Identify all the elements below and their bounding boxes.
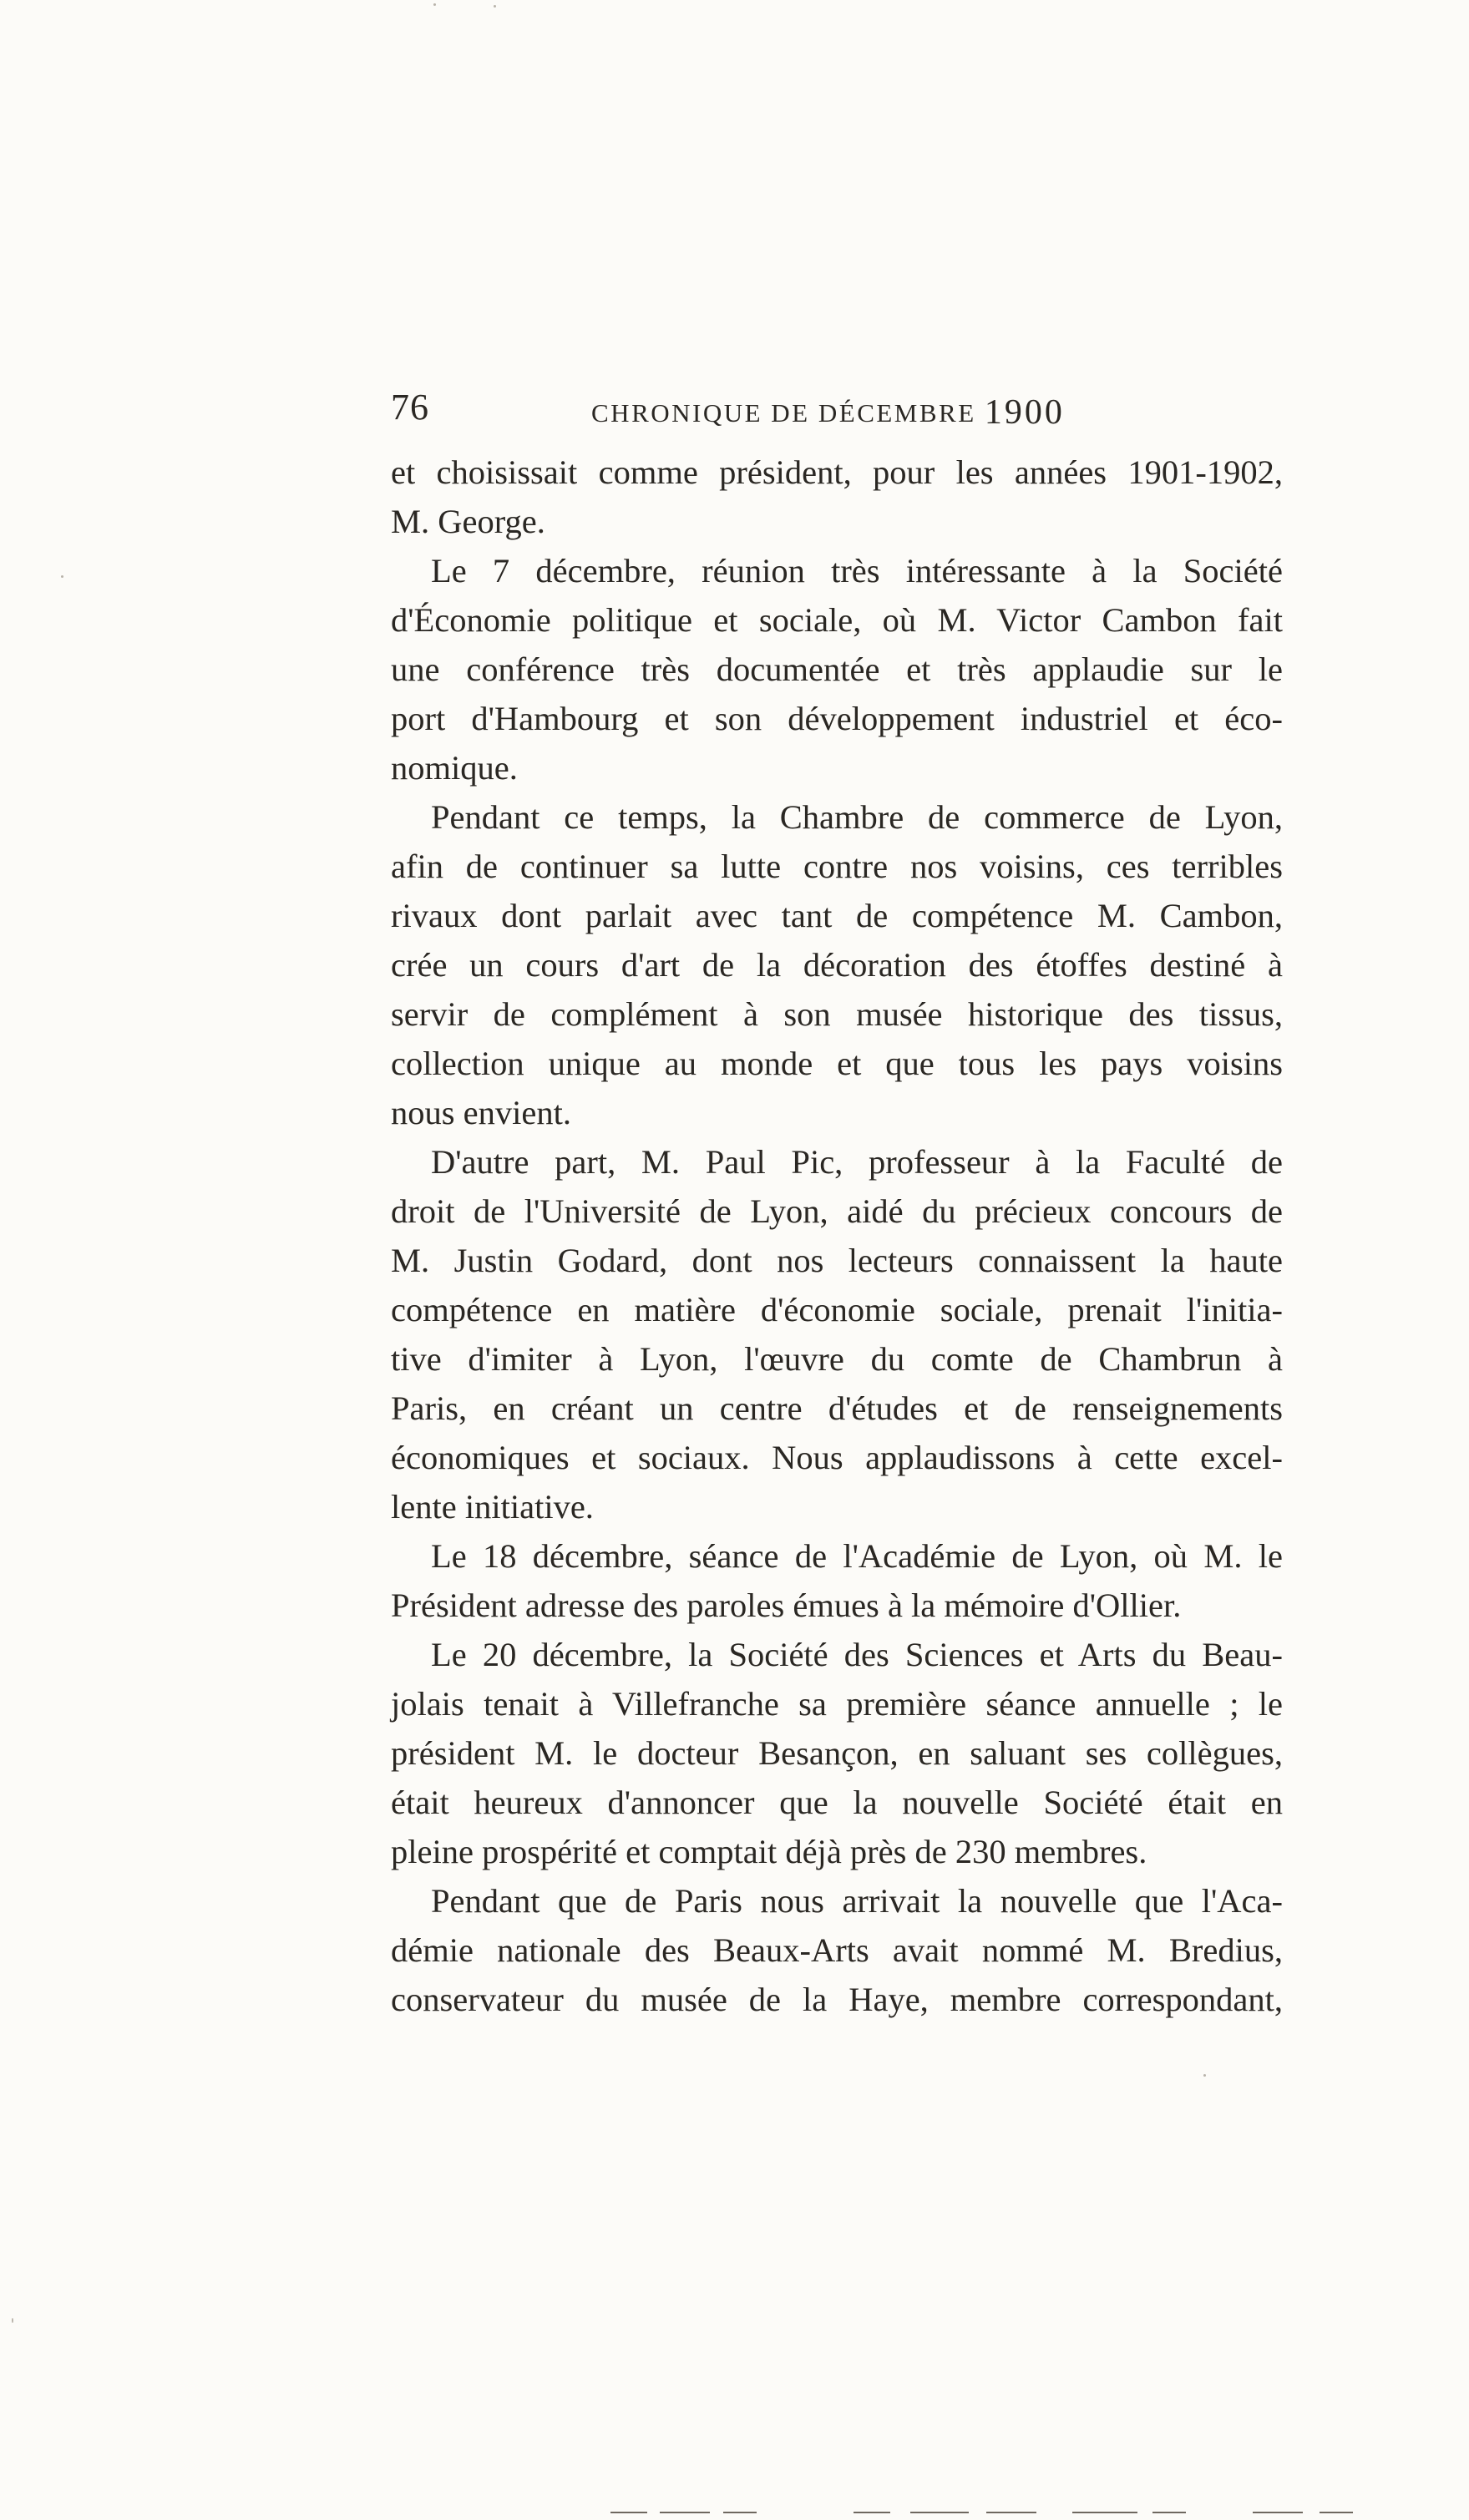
paragraph [391,448,1283,546]
paragraph [391,1531,1283,1630]
text-line: port d'Hambourg et son développement industriel et éco- [391,700,1283,737]
text-line: rivaux dont parlait avec tant de compétence M. Cambon, [391,897,1283,934]
bottom-edge-mark [986,2512,1036,2513]
text-line: économiques et sociaux. Nous applaudissons à cette excel- [391,1439,1283,1476]
paragraph [391,1630,1283,1876]
text-line: démie nationale des Beaux-Arts avait nommé M. Bredius, [391,1931,1283,1969]
paragraph [391,1137,1283,1531]
running-title-text: CHRONIQUE DE DÉCEMBRE [591,398,976,428]
bottom-edge-mark [723,2512,757,2513]
scan-speck [494,5,496,8]
text-line: tive d'imiter à Lyon, l'œuvre du comte de Chambrun à [391,1340,1283,1378]
text-line: Le 20 décembre, la Société des Sciences et Arts du Beau- [431,1636,1283,1673]
text-line: jolais tenait à Villefranche sa première séance annuelle ; le [391,1685,1283,1723]
text-line: Président adresse des paroles émues à la mémoire d'Ollier. [391,1586,1182,1624]
text-line: D'autre part, M. Paul Pic, professeur à la Faculté de [431,1143,1283,1181]
text-line: servir de complément à son musée historique des tissus, [391,995,1283,1033]
text-line: M. Justin Godard, dont nos lecteurs connaissent la haute [391,1242,1283,1279]
text-line: lente initiative. [391,1488,594,1526]
text-line: était heureux d'annoncer que la nouvelle Société était en [391,1784,1283,1821]
text-line: Le 18 décembre, séance de l'Académie de Lyon, où M. le [431,1537,1283,1575]
text-line: collection unique au monde et que tous les pays voisins [391,1045,1283,1082]
text-line: Pendant que de Paris nous arrivait la nouvelle que l'Aca- [431,1882,1283,1920]
text-line: M. George. [391,503,545,540]
scan-speck [1203,2074,1206,2077]
paragraph [391,792,1283,1137]
body-text [391,448,1283,2024]
bottom-edge-mark [910,2512,969,2513]
text-line: conservateur du musée de la Haye, membre correspondant, [391,1981,1283,2018]
bottom-edge-mark [660,2512,710,2513]
running-title [591,391,1065,431]
text-line: compétence en matière d'économie sociale, prenait l'initia- [391,1291,1283,1328]
text-line: président M. le docteur Besançon, en saluant ses collègues, [391,1734,1283,1772]
running-title-year: 1900 [984,393,1065,432]
bottom-edge-mark [1152,2512,1186,2513]
text-line: Paris, en créant un centre d'études et de renseignements [391,1389,1283,1427]
text-line: Le 7 décembre, réunion très intéressante à la Société [431,552,1283,590]
text-line: droit de l'Université de Lyon, aidé du précieux concours de [391,1192,1283,1230]
paragraph [391,1876,1283,2024]
scan-speck [433,3,436,6]
text-line: Pendant ce temps, la Chambre de commerce de Lyon, [431,798,1283,836]
bottom-edge-mark [1320,2512,1353,2513]
text-line: d'Économie politique et sociale, où M. Victor Cambon fait [391,601,1283,639]
text-line: nous envient. [391,1094,571,1131]
bottom-edge-mark [854,2512,890,2513]
text-line: une conférence très documentée et très applaudie sur le [391,650,1283,688]
text-line: et choisissait comme président, pour les années 1901-1902, [391,453,1283,491]
text-line: pleine prospérité et comptait déjà près de 230 membres. [391,1833,1147,1870]
scan-speck [61,575,63,578]
bottom-edge-mark [1253,2512,1303,2513]
page-header [391,386,1283,436]
text-line: crée un cours d'art de la décoration des étoffes destiné à [391,946,1283,984]
bottom-edge-mark [610,2512,647,2513]
bottom-edge-mark [1072,2512,1137,2513]
text-line: afin de continuer sa lutte contre nos voisins, ces terribles [391,848,1283,885]
page-number: 76 [391,387,429,428]
scan-speck [12,2318,13,2323]
paragraph [391,546,1283,792]
text-line: nomique. [391,749,518,787]
